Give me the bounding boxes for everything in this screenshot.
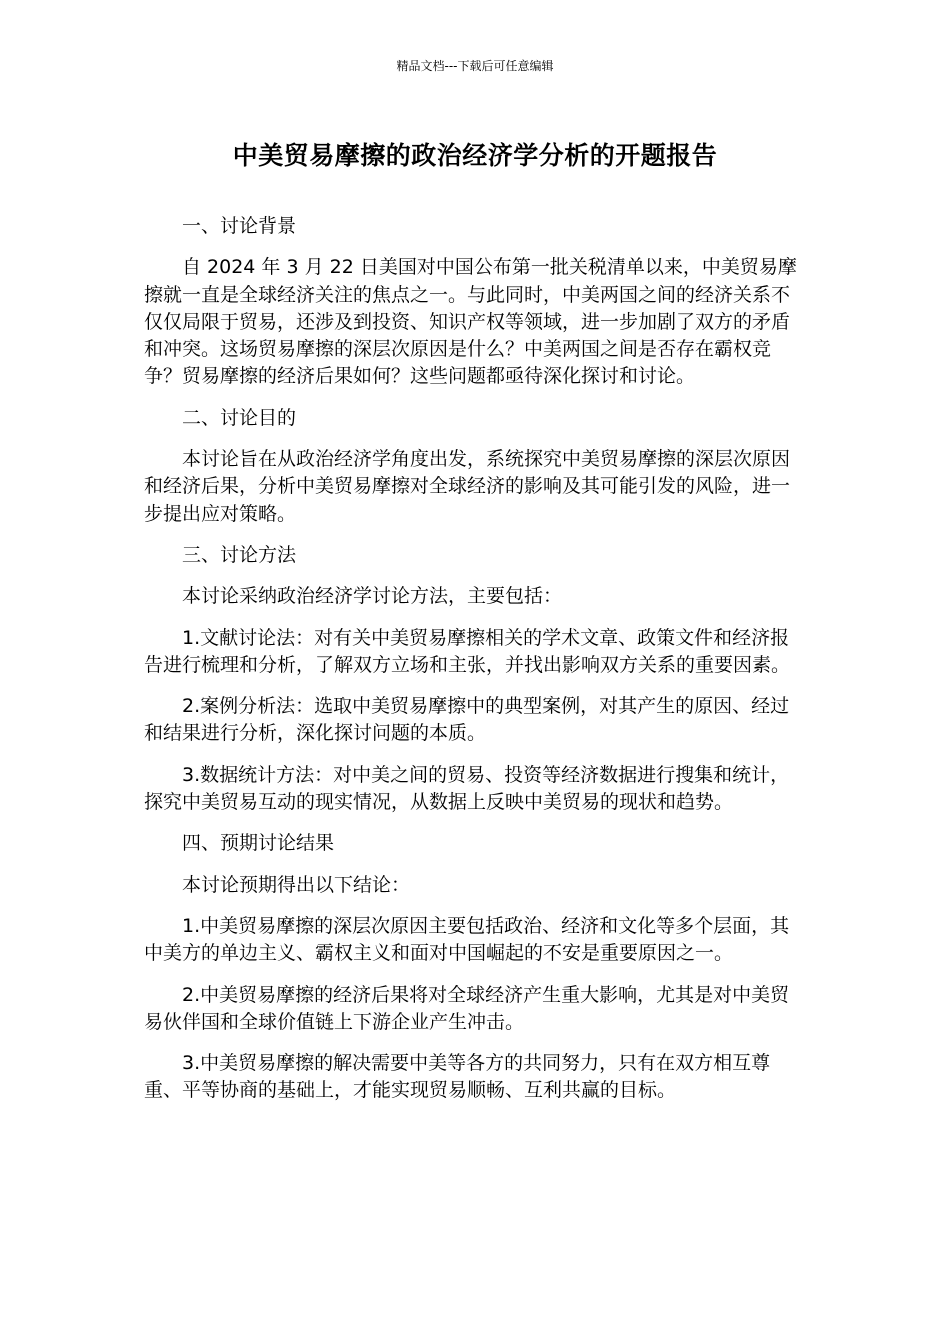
list-item: 3.数据统计方法：对中美之间的贸易、投资等经济数据进行搜集和统计，探究中美贸易互动的现实情况，从数据上反映中美贸易的现状和趋势。 bbox=[144, 763, 790, 814]
list-item: 3.中美贸易摩擦的解决需要中美等各方的共同努力，只有在双方相互尊重、平等协商的基础上，才能实现贸易顺畅、互利共赢的目标。 bbox=[144, 1052, 771, 1102]
section-heading-expected-results: 四、预期讨论结果 bbox=[182, 832, 335, 855]
list-item: 2.案例分析法：选取中美贸易摩擦中的典型案例，对其产生的原因、经过和结果进行分析，深化探讨问题的本质。 bbox=[144, 695, 790, 745]
list-item: 1.文献讨论法：对有关中美贸易摩擦相关的学术文章、政策文件和经济报告进行梳理和分析，了解双方立场和主张，并找出影响双方关系的重要因素。 bbox=[144, 626, 791, 676]
paragraph: 本讨论采纳政治经济学讨论方法，主要包括： bbox=[182, 585, 563, 608]
header-note: 精品文档---下载后可任意编辑 bbox=[396, 59, 554, 73]
paragraph: 本讨论预期得出以下结论： bbox=[182, 873, 411, 896]
section-heading-purpose: 二、讨论目的 bbox=[182, 406, 297, 429]
section-heading-method: 三、讨论方法 bbox=[182, 543, 297, 566]
page-title: 中美贸易摩擦的政治经济学分析的开题报告 bbox=[232, 141, 718, 170]
document-body bbox=[144, 213, 804, 1119]
list-item: 1.中美贸易摩擦的深层次原因主要包括政治、经济和文化等多个层面，其中美方的单边主义、霸权主义和面对中国崛起的不安是重要原因之一。 bbox=[144, 914, 790, 965]
paragraph: 自 2024 年 3 月 22 日美国对中国公布第一批关税清单以来，中美贸易摩擦就一直是全球经济关注的焦点之一。与此同时，中美两国之间的经济关系不仅仅局限于贸易，还涉及到投资、知识产权等领域，进一步加剧了双方的矛盾和冲突。这场贸易摩擦的深层次原因是什么？中美两国之间是否存在霸权竞争？贸易摩擦的经济后果如何？这些问题都亟待深化探讨和讨论。 bbox=[144, 256, 797, 388]
section-heading-background: 一、讨论背景 bbox=[182, 215, 297, 237]
list-item: 2.中美贸易摩擦的经济后果将对全球经济产生重大影响，尤其是对中美贸易伙伴国和全球价值链上下游企业产生冲击。 bbox=[144, 983, 790, 1033]
paragraph: 本讨论旨在从政治经济学角度出发，系统探究中美贸易摩擦的深层次原因和经济后果，分析中美贸易摩擦对全球经济的影响及其可能引发的风险，进一步提出应对策略。 bbox=[144, 448, 791, 525]
